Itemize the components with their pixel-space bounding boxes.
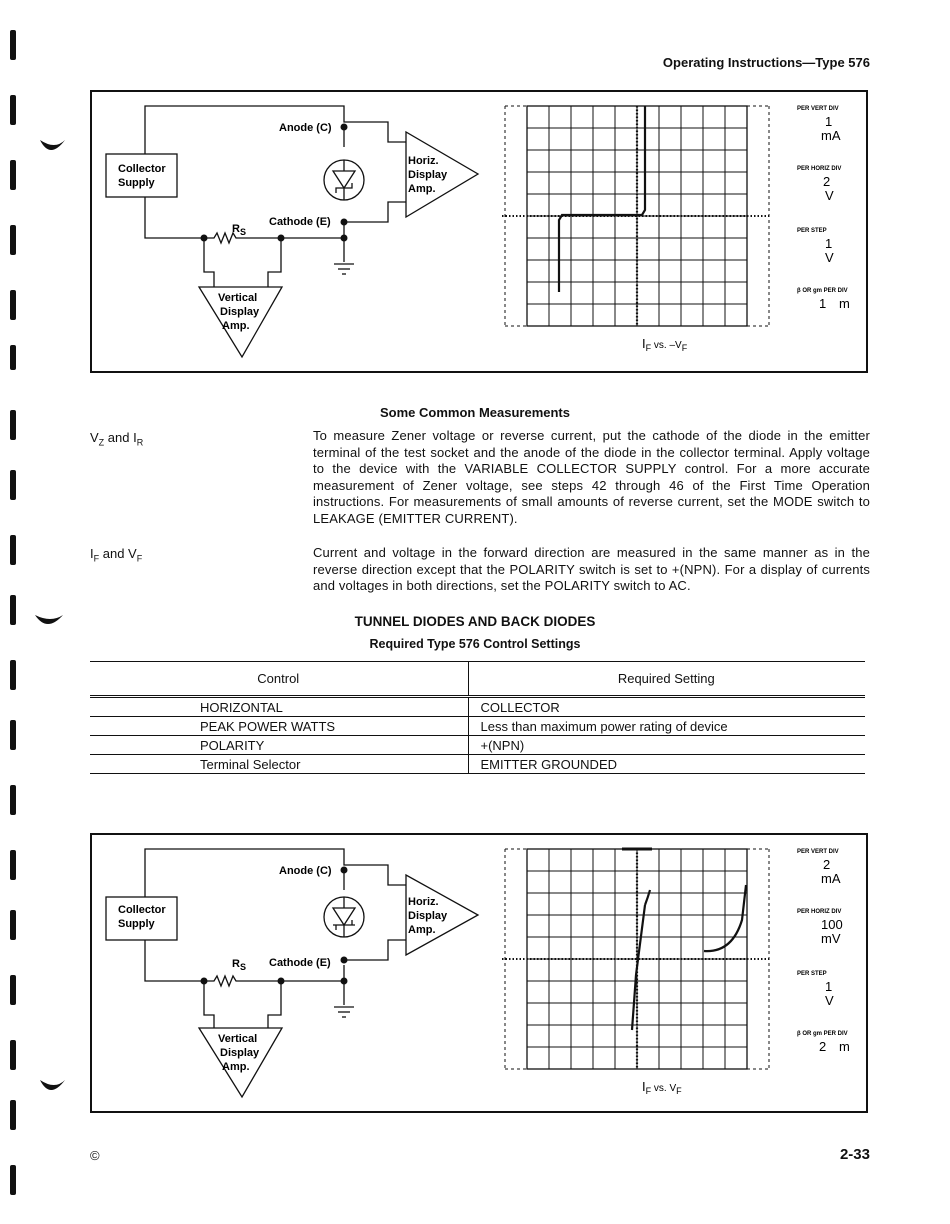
table-row <box>90 755 865 774</box>
horiz-amp-label-1: Horiz. <box>408 896 439 908</box>
horiz-amp-label-2: Display <box>408 910 448 922</box>
page-number: 2-33 <box>839 1146 870 1163</box>
table-cell: POLARITY <box>90 736 468 755</box>
trace-caption: $I_F$ $^{vs. -V}_F$ <box>642 336 688 353</box>
readout-horiz <box>797 166 841 203</box>
table-cell: Less than maximum power rating of device <box>468 717 865 736</box>
table-cell: EMITTER GROUNDED <box>468 755 865 774</box>
readout-panel <box>797 106 850 311</box>
svg-text:2: 2 <box>819 1039 827 1054</box>
readout-vert <box>797 106 841 143</box>
svg-text:100: 100 <box>821 917 843 932</box>
svg-text:1: 1 <box>825 236 833 251</box>
svg-text:PER VERT DIV: PER VERT DIV <box>797 849 839 855</box>
readout-step <box>797 971 834 1008</box>
cathode-label: Cathode (E) <box>269 957 331 969</box>
svg-text:1: 1 <box>819 296 827 311</box>
svg-text:2: 2 <box>823 174 831 189</box>
svg-text:mV: mV <box>821 931 841 946</box>
vert-amp-label-1: Vertical <box>218 1033 258 1045</box>
svg-text:β OR gm PER DIV: β OR gm PER DIV <box>797 288 848 294</box>
paragraph-forward: Current and voltage in the forward direction are measured in the same manner as in the reverse direction except that the POLARITY switch is set to +(NPN). For a display of currents and voltages in both directions, set the POLARITY switch to AC. <box>313 545 870 594</box>
svg-text:PER VERT DIV: PER VERT DIV <box>797 106 839 112</box>
vert-amp-label-3: Amp. <box>222 320 250 332</box>
circuit-schematic <box>106 849 478 1097</box>
vert-amp-label-2: Display <box>220 1047 260 1059</box>
svg-text:mA: mA <box>821 128 841 143</box>
svg-text:1: 1 <box>825 979 833 994</box>
circuit-schematic <box>106 106 478 357</box>
table-header-row <box>90 662 865 697</box>
figure-reverse-characteristic <box>90 90 868 373</box>
readout-step <box>797 228 834 265</box>
readout-beta <box>797 288 850 311</box>
table-row <box>90 736 865 755</box>
horiz-amp-label-2: Display <box>408 169 448 181</box>
side-label-vz-ir: $V_Z$ and $I_R$ <box>90 430 144 448</box>
copyright-mark: © <box>90 1148 100 1163</box>
page-header: Operating Instructions—Type 576 <box>662 55 870 70</box>
vert-amp-label-2: Display <box>220 306 260 318</box>
table-row <box>90 697 865 717</box>
svg-text:1: 1 <box>825 114 833 129</box>
collector-label-1: Collector <box>118 904 166 916</box>
vert-amp-label-1: Vertical <box>218 292 258 304</box>
table-cell: PEAK POWER WATTS <box>90 717 468 736</box>
trace-caption: $I_F$ $^{vs. V}_F$ <box>642 1079 682 1096</box>
svg-text:PER HORIZ DIV: PER HORIZ DIV <box>797 909 842 915</box>
collector-label-2: Supply <box>118 918 155 930</box>
anode-label: Anode (C) <box>279 865 332 877</box>
svg-text:PER STEP: PER STEP <box>797 228 827 234</box>
horiz-amp-label-1: Horiz. <box>408 155 439 167</box>
svg-text:V: V <box>825 993 834 1008</box>
crt-graticule <box>502 849 770 1069</box>
svg-text:PER STEP: PER STEP <box>797 971 827 977</box>
figure1-drawing <box>92 92 866 371</box>
table-cell: COLLECTOR <box>468 697 865 717</box>
vert-amp-label-3: Amp. <box>222 1061 250 1073</box>
table-row <box>90 717 865 736</box>
collector-label-2: Supply <box>118 177 155 189</box>
svg-text:2: 2 <box>823 857 831 872</box>
svg-text:mA: mA <box>821 871 841 886</box>
readout-vert <box>797 849 841 886</box>
crt-trace <box>559 106 645 292</box>
svg-text:β OR gm PER DIV: β OR gm PER DIV <box>797 1031 848 1037</box>
rs-label: $R_S$ <box>232 958 246 972</box>
horiz-amp-label-3: Amp. <box>408 183 436 195</box>
svg-text:m: m <box>839 1039 850 1054</box>
horiz-amp-label-3: Amp. <box>408 924 436 936</box>
svg-text:m: m <box>839 296 850 311</box>
anode-label: Anode (C) <box>279 122 332 134</box>
collector-label-1: Collector <box>118 163 166 175</box>
svg-text:V: V <box>825 250 834 265</box>
table-cell: +(NPN) <box>468 736 865 755</box>
collector-supply-box <box>106 154 177 197</box>
table-cell: HORIZONTAL <box>90 697 468 717</box>
figure-forward-characteristic <box>90 833 868 1113</box>
readout-horiz <box>797 909 843 946</box>
table-cell: Terminal Selector <box>90 755 468 774</box>
section-title-tunnel-diodes: TUNNEL DIODES AND BACK DIODES <box>354 614 596 629</box>
svg-text:V: V <box>825 188 834 203</box>
svg-text:PER HORIZ DIV: PER HORIZ DIV <box>797 166 842 172</box>
paragraph-zener: To measure Zener voltage or reverse current, put the cathode of the diode in the emitter terminal of the test socket and the anode of the diode in the collector terminal. Apply voltage to the device with the VARIABLE COLLECTOR SUPPLY control. For a more accurate measurement of Zener voltage, see steps 42 through 46 of the First Time Operation instructions. For measurements of small amounts of reverse current, set the MODE switch to LEAKAGE (EMITTER CURRENT). <box>313 428 870 526</box>
readout-beta <box>797 1031 850 1054</box>
cathode-label: Cathode (E) <box>269 216 331 228</box>
binder-margin-marks <box>0 0 80 1224</box>
section-subtitle-control-settings: Required Type 576 Control Settings <box>369 637 581 651</box>
figure2-drawing <box>92 835 866 1111</box>
rs-label: $R_S$ <box>232 223 246 237</box>
table-header-setting: Required Setting <box>468 662 865 697</box>
section-title-common-measurements: Some Common Measurements <box>380 405 570 420</box>
crt-trace <box>632 885 746 1030</box>
side-label-if-vf: $I_F$ and $V_F$ <box>90 546 143 564</box>
control-settings-table <box>90 661 865 774</box>
table-header-control: Control <box>90 662 468 697</box>
readout-panel <box>797 849 850 1054</box>
